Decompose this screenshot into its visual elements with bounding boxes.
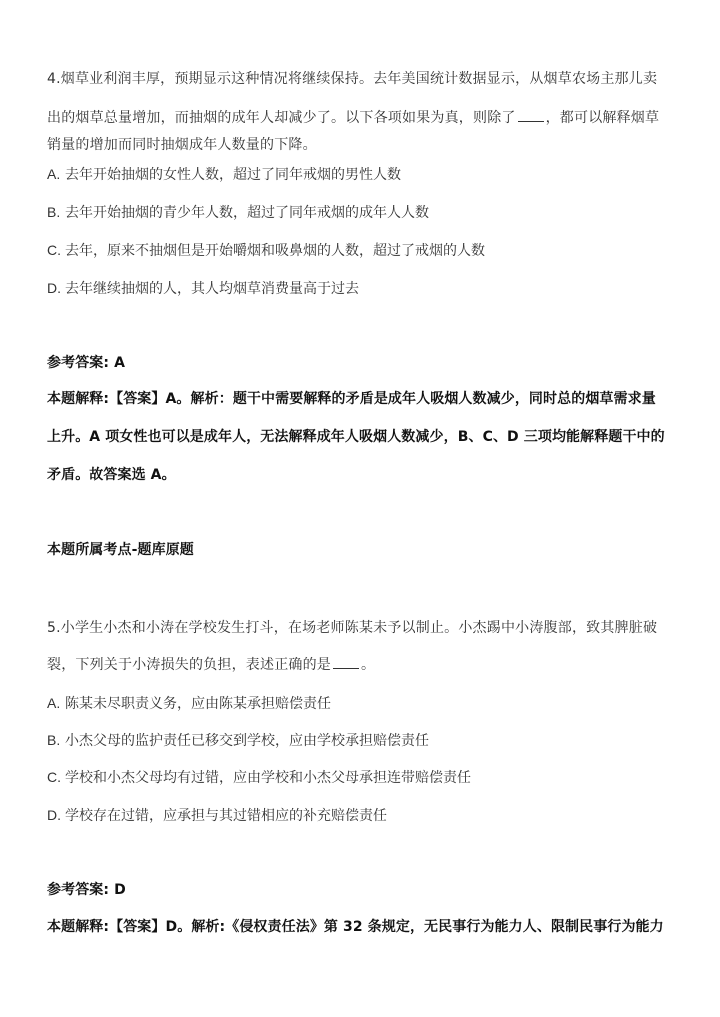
- question-4-option-c: [47, 240, 485, 261]
- question-5-line-2-part-a: 裂，下列关于小涛损失的负担，表述正确的是: [47, 657, 331, 673]
- question-4-explanation-line-2: 上升。A 项女性也可以是成年人，无法解释成年人吸烟人数减少，B、C、D 三项均能解释题干中的: [47, 429, 665, 445]
- question-4-line-3: 销量的增加而同时抽烟成年人数量的下降。: [47, 137, 317, 153]
- option-text: 陈某未尽职责义务，应由陈某承担赔偿责任: [65, 696, 331, 712]
- question-5-explanation-line-1: 本题解释:【答案】D。解析:《侵权责任法》第 32 条规定，无民事行为能力人、限制民事行为能力: [47, 919, 664, 935]
- question-4-answer: 参考答案: A: [47, 355, 126, 371]
- answer-blank: [333, 654, 359, 669]
- option-text: 学校和小杰父母均有过错，应由学校和小杰父母承担连带赔偿责任: [65, 770, 471, 786]
- question-4-line-1: 4.烟草业利润丰厚，预期显示这种情况将继续保持。去年美国统计数据显示，从烟草农场主那儿卖: [47, 71, 658, 87]
- question-4-option-a: [47, 164, 401, 185]
- option-text: 去年开始抽烟的青少年人数，超过了同年戒烟的成年人人数: [65, 205, 429, 221]
- question-5-option-b: [47, 730, 429, 751]
- question-4-explanation-line-1: 本题解释:【答案】A。解析：题干中需要解释的矛盾是成年人吸烟人数减少，同时总的烟草需求量: [47, 391, 656, 407]
- question-4-option-b: [47, 202, 429, 223]
- option-text: 去年继续抽烟的人，其人均烟草消费量高于过去: [65, 281, 359, 297]
- question-4-line-2-part-a: 出的烟草总量增加，而抽烟的成年人却减少了。以下各项如果为真，则除了: [47, 110, 516, 126]
- option-letter: B.: [47, 204, 61, 220]
- option-letter: A.: [47, 695, 61, 711]
- option-letter: C.: [47, 242, 61, 258]
- question-4-line-2-part-b: ，都可以解释烟草: [545, 110, 660, 126]
- question-5-line-1: 5.小学生小杰和小涛在学校发生打斗，在场老师陈某未予以制止。小杰踢中小涛腹部，致其脾脏破: [47, 620, 658, 636]
- option-letter: B.: [47, 732, 61, 748]
- question-4-option-d: [47, 278, 359, 299]
- option-letter: A.: [47, 166, 61, 182]
- question-5-option-d: [47, 805, 387, 826]
- question-5-option-a: [47, 693, 331, 714]
- option-letter: C.: [47, 769, 61, 785]
- question-5-line-2-part-b: 。: [361, 657, 376, 673]
- question-5-option-c: [47, 767, 471, 788]
- option-text: 学校存在过错，应承担与其过错相应的补充赔偿责任: [65, 808, 387, 824]
- question-4-line-2: [47, 107, 659, 128]
- question-5-answer: 参考答案: D: [47, 882, 126, 898]
- option-text: 去年开始抽烟的女性人数，超过了同年戒烟的男性人数: [65, 167, 401, 183]
- answer-blank: [518, 107, 544, 122]
- question-4-explanation-line-3: 矛盾。故答案选 A。: [47, 467, 176, 483]
- question-5-line-2: [47, 654, 375, 675]
- option-letter: D.: [47, 807, 61, 823]
- option-text: 去年，原来不抽烟但是开始嚼烟和吸鼻烟的人数，超过了戒烟的人数: [65, 243, 485, 259]
- question-4-topic: 本题所属考点-题库原题: [47, 542, 194, 558]
- option-text: 小杰父母的监护责任已移交到学校，应由学校承担赔偿责任: [65, 733, 429, 749]
- option-letter: D.: [47, 280, 61, 296]
